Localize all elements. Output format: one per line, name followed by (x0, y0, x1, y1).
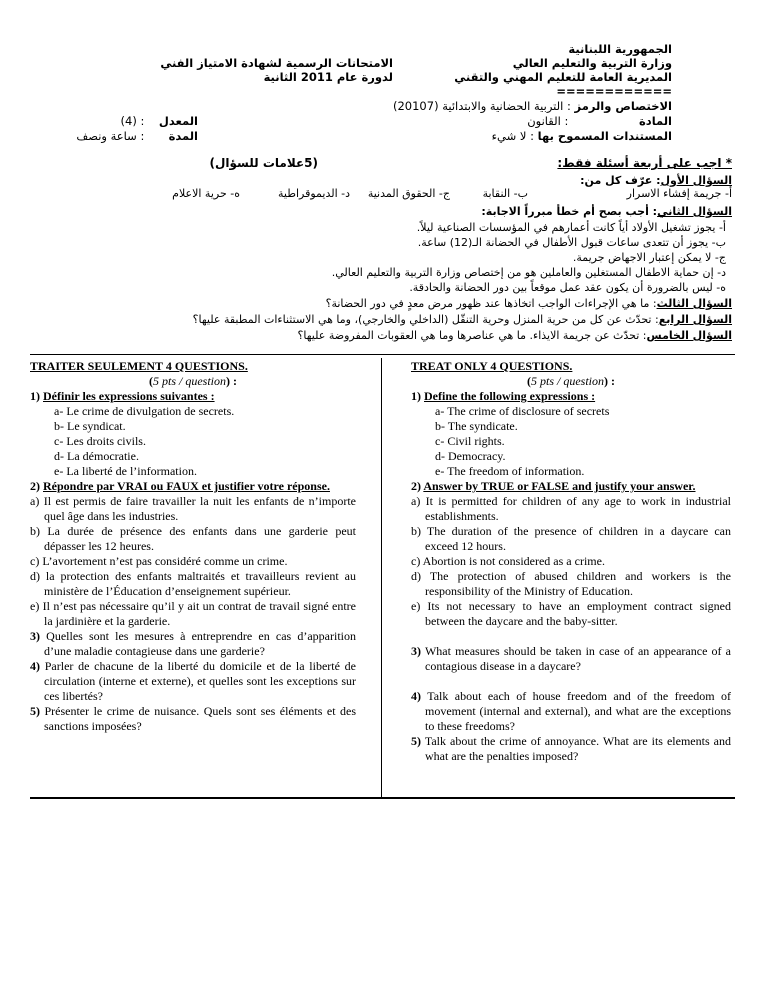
en-q1: 1) Define the following expressions : (411, 389, 596, 403)
en-q5: 5) Talk about the crime of annoyance. What are its elements and what are the penalties imposed? (411, 734, 731, 763)
fr-title: TRAITER SEULEMENT 4 QUESTIONS. (30, 359, 248, 373)
duration-value: : ساعة ونصف (76, 129, 145, 143)
ar-q2-item: ب- يجوز أن تتعدى ساعات قبول الأطفال في الحضانة الـ(12) ساعة. (417, 236, 726, 249)
specialty-value: : التربية الحضانية والابتدائية (20107) (392, 99, 571, 113)
ar-instruction: * اجب على أربعة أسئلة فقط: (557, 156, 732, 170)
fr-q3: 3) Quelles sont les mesures à entreprendre en cas d’apparition d’une maladie contagieuse dans une garderie? (30, 629, 357, 658)
ar-q2-item: ج- لا يمكن إعتبار الاجهاض جريمة. (572, 251, 726, 264)
ar-q2-item: ه- ليس بالضرورة أن يكون عقد عمل موقعاً بين دور الحضانة والحادقة. (409, 281, 726, 294)
ar-q1-item: ه- حرية الاعلام (172, 187, 240, 200)
exam-title: الامتحانات الرسمية لشهادة الامتياز الفني (160, 56, 393, 70)
ar-q1-item: د- الديموقراطية (277, 187, 350, 200)
fr-q2: 2) Répondre par VRAI ou FAUX et justifier votre réponse. (30, 479, 330, 493)
en-q2-item: c) Abortion is not considered as a crime. (411, 554, 605, 568)
fr-q1-item: c- Les droits civils. (54, 434, 146, 448)
en-q2-item: e) Its not necessary to have an employment contract signed between the daycare and the baby-sitter. (411, 599, 731, 628)
fr-q5: 5) Présenter le crime de nuisance. Quels sont ses éléments et des sanctions imposées? (30, 704, 357, 733)
en-q3: 3) What measures should be taken in case of an appearance of a contagious disease in a daycare? (411, 644, 732, 673)
documents-value: : لا شيء (491, 129, 535, 143)
en-q1-item: c- Civil rights. (435, 434, 505, 448)
fr-q1-item: b- Le syndicat. (54, 419, 126, 433)
ar-q4-label: السؤال الرابع (658, 313, 732, 326)
exam-header (160, 56, 393, 84)
en-q2-item: a) It is permitted for children of any age to work in industrial establishments. (411, 494, 731, 523)
ar-q1-text: : عرّف كل من: (580, 174, 661, 187)
header-separator: ============ (556, 84, 672, 98)
specialty-row (393, 99, 672, 114)
ar-q1-item: ج- الحقوق المدنية (367, 187, 450, 200)
en-q4: 4) Talk about each of house freedom and of the freedom of movement (internal and external), and what are the exceptions to these freedoms? (411, 689, 731, 733)
directorate-title: المديرية العامة للتعليم المهني والتقني (454, 70, 672, 84)
subject-row (527, 114, 672, 129)
fr-q1-item: a- Le crime de divulgation de secrets. (54, 404, 235, 418)
specialty-label: الاختصاص والرمز (574, 99, 672, 113)
duration-label: المدة (168, 129, 198, 143)
ar-q2-label: السؤال الثاني (657, 205, 732, 218)
ar-q1-label: السؤال الأول (660, 174, 732, 187)
fr-points: (5 pts / question) : (148, 374, 237, 388)
ar-q4-text: : تحدّث عن كل من حرية المنزل وحرية التنقّل (الداخلي والخارجي)، وما هي الاستثناءات المطبقة عليها؟ (192, 313, 659, 326)
en-points: (5 pts / question) : (526, 374, 615, 388)
exam-session: لدورة عام 2011 الثانية (263, 70, 393, 84)
en-title: TREAT ONLY 4 QUESTIONS. (411, 359, 573, 373)
ar-q1-item: أ- جريمة إفشاء الاسرار (626, 187, 732, 200)
duration-row (76, 129, 198, 144)
ar-q2-text: : أجب بصح أم خطأ مبرراً الاجابة: (481, 205, 658, 218)
subject-value: : القانون (527, 114, 569, 128)
coefficient-value: : (4) (120, 114, 145, 128)
fr-q2-item: d) la protection des enfants maltraités et travailleurs revient au ministère de l’Éducation d’enseignement supérieur. (30, 569, 356, 598)
ar-question-2 (481, 204, 732, 219)
ar-question-3 (326, 296, 732, 311)
ar-q5-text: : تحدّث عن جريمة الايذاء. ما هي عناصرها وما هي العقوبات المفروضة عليها؟ (297, 329, 647, 342)
ar-q3-text: : ما هي الإجراءات الواجب اتخاذها عند ظهور مرض معدٍ في دور الحضانة؟ (325, 297, 657, 310)
fr-q1-item: d- La démocratie. (54, 449, 139, 463)
ar-q2-item: د- إن حماية الاطفال المستغلين والعاملين هو من إختصاص وزارة التربية والتعليم العالي. (331, 266, 726, 279)
coefficient-row (120, 114, 198, 129)
ministry-title: وزارة التربية والتعليم العالي (512, 56, 672, 70)
ar-q2-item: أ- يجوز تشغيل الأولاد أياً كانت أعمارهم في المؤسسات الصناعية ليلاً. (416, 221, 726, 234)
bottom-rule (30, 797, 735, 799)
en-q1-item: d- Democracy. (435, 449, 506, 463)
fr-q1: 1) Définir les expressions suivantes : (30, 389, 215, 403)
en-q2-item: b) The duration of the presence of children in a daycare can exceed 12 hours. (411, 524, 731, 553)
subject-label: المادة (639, 114, 672, 128)
top-rule (30, 354, 735, 355)
english-section (411, 359, 731, 764)
fr-q1-item: e- La liberté de l’information. (54, 464, 197, 478)
ar-question-1 (580, 173, 732, 188)
ar-question-4 (193, 312, 732, 327)
ar-q5-label: السؤال الخامس (646, 329, 732, 342)
ar-question-5 (298, 328, 732, 343)
republic-title: الجمهورية اللبنانية (568, 42, 672, 56)
ar-marks: (5علامات للسؤال) (209, 156, 318, 170)
documents-row (492, 129, 672, 144)
ar-q3-label: السؤال الثالث (656, 297, 732, 310)
fr-q2-item: c) L’avortement n’est pas considéré comme un crime. (30, 554, 288, 568)
documents-label: المستندات المسموح بها (537, 129, 672, 143)
en-q2-item: d) The protection of abused children and workers is the responsibility of the Ministry of Education. (411, 569, 731, 598)
french-section (30, 359, 356, 734)
column-divider (381, 358, 382, 797)
fr-q2-item: a) Il est permis de faire travailler la nuit les enfants de n’importe quel âge dans les industries. (30, 494, 356, 523)
fr-q2-item: b) La durée de présence des enfants dans une garderie peut dépasser les 12 heures. (30, 524, 356, 553)
fr-q4: 4) Parler de chacune de la liberté du domicile et de la liberté de circulation (interne et externe), et quelles sont les exceptions sur ces libertés? (30, 659, 357, 703)
en-q1-item: e- The freedom of information. (435, 464, 585, 478)
en-q1-item: a- The crime of disclosure of secrets (435, 404, 610, 418)
ar-q1-item: ب- النقابة (482, 187, 528, 200)
coefficient-label: المعدل (158, 114, 198, 128)
en-q1-item: b- The syndicate. (435, 419, 518, 433)
fr-q2-item: e) Il n’est pas nécessaire qu’il y ait un contrat de travail signé entre la jardinière et la garderie. (30, 599, 356, 628)
en-q2: 2) Answer by TRUE or FALSE and justify your answer. (411, 479, 696, 493)
ministry-header (454, 42, 672, 98)
